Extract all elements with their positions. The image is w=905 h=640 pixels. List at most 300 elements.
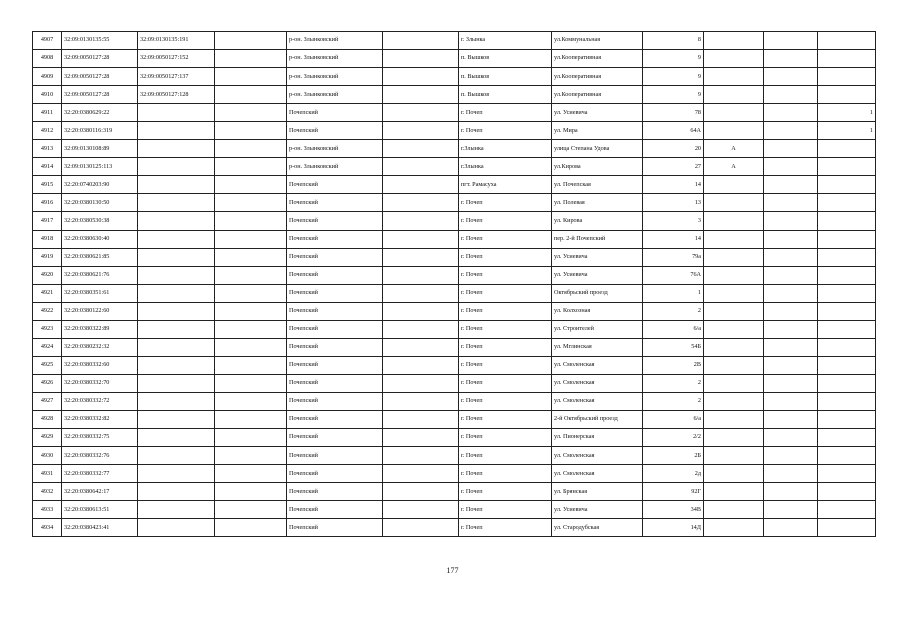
blank-cell: [764, 212, 818, 230]
flag-cell: [818, 248, 876, 266]
table-row: [33, 194, 876, 212]
previous-cadastral-number-cell: [138, 519, 215, 537]
blank-cell: [764, 248, 818, 266]
blank-cell: [383, 230, 459, 248]
blank-cell: [383, 374, 459, 392]
blank-cell: [764, 176, 818, 194]
cadastral-number-cell: 32:20:0380423:41: [62, 519, 138, 537]
blank-cell: [383, 447, 459, 465]
district-cell: Почепский: [287, 176, 383, 194]
previous-cadastral-number-cell: [138, 410, 215, 428]
building-letter-cell: [704, 104, 764, 122]
street-cell: ул. Кирова: [552, 212, 643, 230]
cadastral-number-cell: 32:20:0380629:22: [62, 104, 138, 122]
settlement-cell: г. Почеп: [459, 266, 552, 284]
table-row: [33, 230, 876, 248]
row-number-cell: 4930: [33, 447, 62, 465]
settlement-cell: г. Почеп: [459, 374, 552, 392]
table-row: [33, 447, 876, 465]
blank-cell: [383, 32, 459, 50]
blank-cell: [764, 50, 818, 68]
row-number-cell: 4923: [33, 320, 62, 338]
district-cell: Почепский: [287, 392, 383, 410]
house-number-cell: 1: [643, 284, 704, 302]
table-row: [33, 104, 876, 122]
previous-cadastral-number-cell: [138, 501, 215, 519]
blank-cell: [764, 392, 818, 410]
blank-cell: [215, 519, 287, 537]
building-letter-cell: [704, 122, 764, 140]
blank-cell: [764, 320, 818, 338]
previous-cadastral-number-cell: [138, 248, 215, 266]
blank-cell: [764, 158, 818, 176]
cadastral-number-cell: 32:20:0380332:60: [62, 356, 138, 374]
settlement-cell: п. Вышков: [459, 68, 552, 86]
previous-cadastral-number-cell: [138, 212, 215, 230]
building-letter-cell: [704, 50, 764, 68]
table-row: [33, 266, 876, 284]
table-row: [33, 68, 876, 86]
building-letter-cell: [704, 465, 764, 483]
street-cell: ул. Смоленская: [552, 465, 643, 483]
table-row: [33, 50, 876, 68]
blank-cell: [215, 483, 287, 501]
blank-cell: [215, 392, 287, 410]
flag-cell: [818, 356, 876, 374]
house-number-cell: 13: [643, 194, 704, 212]
settlement-cell: г. Почеп: [459, 212, 552, 230]
previous-cadastral-number-cell: [138, 284, 215, 302]
row-number-cell: 4907: [33, 32, 62, 50]
cadastral-number-cell: 32:20:0380130:50: [62, 194, 138, 212]
street-cell: ул. Почепская: [552, 176, 643, 194]
row-number-cell: 4931: [33, 465, 62, 483]
district-cell: Почепский: [287, 519, 383, 537]
blank-cell: [383, 519, 459, 537]
settlement-cell: г. Почеп: [459, 284, 552, 302]
previous-cadastral-number-cell: [138, 194, 215, 212]
row-number-cell: 4918: [33, 230, 62, 248]
previous-cadastral-number-cell: [138, 447, 215, 465]
settlement-cell: г. Почеп: [459, 392, 552, 410]
blank-cell: [764, 266, 818, 284]
blank-cell: [383, 248, 459, 266]
street-cell: ул. Усиевича: [552, 248, 643, 266]
street-cell: ул. Стародубская: [552, 519, 643, 537]
blank-cell: [764, 122, 818, 140]
flag-cell: [818, 410, 876, 428]
blank-cell: [383, 429, 459, 447]
blank-cell: [764, 410, 818, 428]
house-number-cell: 34В: [643, 501, 704, 519]
blank-cell: [383, 356, 459, 374]
district-cell: Почепский: [287, 230, 383, 248]
row-number-cell: 4934: [33, 519, 62, 537]
street-cell: ул. Мглинская: [552, 338, 643, 356]
street-cell: ул. Брянская: [552, 483, 643, 501]
flag-cell: [818, 68, 876, 86]
row-number-cell: 4924: [33, 338, 62, 356]
building-letter-cell: [704, 374, 764, 392]
previous-cadastral-number-cell: 32:09:0130135:191: [138, 32, 215, 50]
house-number-cell: 9: [643, 68, 704, 86]
district-cell: Почепский: [287, 248, 383, 266]
district-cell: Почепский: [287, 284, 383, 302]
previous-cadastral-number-cell: [138, 320, 215, 338]
building-letter-cell: [704, 302, 764, 320]
blank-cell: [215, 266, 287, 284]
table-row: [33, 501, 876, 519]
flag-cell: [818, 266, 876, 284]
blank-cell: [764, 483, 818, 501]
previous-cadastral-number-cell: [138, 374, 215, 392]
row-number-cell: 4929: [33, 429, 62, 447]
settlement-cell: г. Почеп: [459, 501, 552, 519]
house-number-cell: 27: [643, 158, 704, 176]
previous-cadastral-number-cell: 32:09:0050127:128: [138, 86, 215, 104]
building-letter-cell: [704, 230, 764, 248]
row-number-cell: 4927: [33, 392, 62, 410]
house-number-cell: 14Д: [643, 519, 704, 537]
settlement-cell: г. Почеп: [459, 320, 552, 338]
blank-cell: [383, 302, 459, 320]
blank-cell: [764, 338, 818, 356]
cadastral-number-cell: 32:20:0380116:319: [62, 122, 138, 140]
street-cell: ул. Строителей: [552, 320, 643, 338]
table-row: [33, 374, 876, 392]
building-letter-cell: [704, 519, 764, 537]
row-number-cell: 4919: [33, 248, 62, 266]
house-number-cell: 2д: [643, 465, 704, 483]
blank-cell: [383, 86, 459, 104]
flag-cell: [818, 501, 876, 519]
blank-cell: [383, 50, 459, 68]
blank-cell: [383, 320, 459, 338]
district-cell: Почепский: [287, 374, 383, 392]
row-number-cell: 4908: [33, 50, 62, 68]
cadastral-number-cell: 32:20:0380332:70: [62, 374, 138, 392]
blank-cell: [383, 122, 459, 140]
blank-cell: [383, 465, 459, 483]
previous-cadastral-number-cell: [138, 104, 215, 122]
house-number-cell: 54Б: [643, 338, 704, 356]
building-letter-cell: [704, 410, 764, 428]
settlement-cell: г. Почеп: [459, 519, 552, 537]
previous-cadastral-number-cell: [138, 392, 215, 410]
flag-cell: [818, 483, 876, 501]
registry-table: [32, 31, 876, 537]
cadastral-number-cell: 32:20:0380332:72: [62, 392, 138, 410]
building-letter-cell: [704, 284, 764, 302]
settlement-cell: г. Почеп: [459, 356, 552, 374]
table-row: [33, 212, 876, 230]
previous-cadastral-number-cell: [138, 176, 215, 194]
cadastral-number-cell: 32:20:0380332:77: [62, 465, 138, 483]
street-cell: Октябрьский проезд: [552, 284, 643, 302]
cadastral-number-cell: 32:09:0050127:28: [62, 86, 138, 104]
building-letter-cell: [704, 429, 764, 447]
cadastral-number-cell: 32:20:0380122:60: [62, 302, 138, 320]
blank-cell: [383, 392, 459, 410]
house-number-cell: 78: [643, 104, 704, 122]
cadastral-number-cell: 32:20:0740203:90: [62, 176, 138, 194]
flag-cell: [818, 320, 876, 338]
previous-cadastral-number-cell: [138, 140, 215, 158]
settlement-cell: г. Почеп: [459, 230, 552, 248]
district-cell: Почепский: [287, 429, 383, 447]
street-cell: ул. Смоленская: [552, 392, 643, 410]
blank-cell: [215, 429, 287, 447]
street-cell: ул. Мира: [552, 122, 643, 140]
blank-cell: [383, 158, 459, 176]
row-number-cell: 4910: [33, 86, 62, 104]
district-cell: Почепский: [287, 266, 383, 284]
street-cell: ул. Колхозная: [552, 302, 643, 320]
cadastral-number-cell: 32:20:0380322:89: [62, 320, 138, 338]
flag-cell: [818, 230, 876, 248]
district-cell: Почепский: [287, 338, 383, 356]
previous-cadastral-number-cell: [138, 429, 215, 447]
blank-cell: [764, 501, 818, 519]
table-row: [33, 519, 876, 537]
previous-cadastral-number-cell: [138, 356, 215, 374]
blank-cell: [215, 374, 287, 392]
flag-cell: [818, 86, 876, 104]
row-number-cell: 4916: [33, 194, 62, 212]
house-number-cell: 64А: [643, 122, 704, 140]
table-row: [33, 302, 876, 320]
street-cell: ул.Кооперативная: [552, 86, 643, 104]
blank-cell: [215, 230, 287, 248]
cadastral-number-cell: 32:09:0130125:113: [62, 158, 138, 176]
table-row: [33, 356, 876, 374]
blank-cell: [215, 122, 287, 140]
previous-cadastral-number-cell: [138, 465, 215, 483]
previous-cadastral-number-cell: [138, 158, 215, 176]
previous-cadastral-number-cell: [138, 483, 215, 501]
blank-cell: [215, 86, 287, 104]
street-cell: ул.Кооперативная: [552, 68, 643, 86]
cadastral-number-cell: 32:20:0380621:85: [62, 248, 138, 266]
district-cell: Почепский: [287, 483, 383, 501]
blank-cell: [764, 68, 818, 86]
table-row: [33, 429, 876, 447]
house-number-cell: 6/а: [643, 410, 704, 428]
blank-cell: [383, 212, 459, 230]
blank-cell: [215, 410, 287, 428]
street-cell: ул. Усиевича: [552, 104, 643, 122]
cadastral-number-cell: 32:20:0380351:61: [62, 284, 138, 302]
district-cell: Почепский: [287, 447, 383, 465]
settlement-cell: п. Вышков: [459, 50, 552, 68]
flag-cell: [818, 212, 876, 230]
blank-cell: [764, 447, 818, 465]
blank-cell: [383, 410, 459, 428]
street-cell: 2-й Октябрьский проезд: [552, 410, 643, 428]
settlement-cell: г. Почеп: [459, 447, 552, 465]
street-cell: ул. Усиевича: [552, 266, 643, 284]
district-cell: р-он. Злынковский: [287, 140, 383, 158]
district-cell: Почепский: [287, 320, 383, 338]
flag-cell: [818, 338, 876, 356]
settlement-cell: г. Почеп: [459, 483, 552, 501]
house-number-cell: 76А: [643, 266, 704, 284]
house-number-cell: 2: [643, 302, 704, 320]
building-letter-cell: [704, 212, 764, 230]
row-number-cell: 4909: [33, 68, 62, 86]
cadastral-number-cell: 32:20:0380332:82: [62, 410, 138, 428]
blank-cell: [215, 158, 287, 176]
street-cell: ул. Смоленская: [552, 356, 643, 374]
table-row: [33, 410, 876, 428]
previous-cadastral-number-cell: [138, 338, 215, 356]
table-row: [33, 338, 876, 356]
district-cell: Почепский: [287, 194, 383, 212]
blank-cell: [215, 104, 287, 122]
blank-cell: [383, 266, 459, 284]
table-body: [33, 32, 876, 537]
table-row: [33, 158, 876, 176]
settlement-cell: г.Злынка: [459, 158, 552, 176]
flag-cell: [818, 176, 876, 194]
blank-cell: [215, 68, 287, 86]
previous-cadastral-number-cell: 32:09:0050127:137: [138, 68, 215, 86]
blank-cell: [383, 501, 459, 519]
blank-cell: [764, 194, 818, 212]
table-row: [33, 32, 876, 50]
cadastral-number-cell: 32:20:0380630:40: [62, 230, 138, 248]
blank-cell: [215, 302, 287, 320]
building-letter-cell: [704, 356, 764, 374]
building-letter-cell: [704, 176, 764, 194]
flag-cell: [818, 32, 876, 50]
district-cell: Почепский: [287, 104, 383, 122]
building-letter-cell: [704, 483, 764, 501]
row-number-cell: 4921: [33, 284, 62, 302]
street-cell: ул.Кирова: [552, 158, 643, 176]
previous-cadastral-number-cell: 32:09:0050127:152: [138, 50, 215, 68]
previous-cadastral-number-cell: [138, 230, 215, 248]
house-number-cell: 14: [643, 230, 704, 248]
flag-cell: 1: [818, 104, 876, 122]
settlement-cell: г.Злынка: [459, 140, 552, 158]
row-number-cell: 4922: [33, 302, 62, 320]
blank-cell: [215, 194, 287, 212]
blank-cell: [383, 194, 459, 212]
building-letter-cell: [704, 68, 764, 86]
district-cell: р-он. Злынковский: [287, 50, 383, 68]
house-number-cell: 9: [643, 50, 704, 68]
building-letter-cell: [704, 32, 764, 50]
settlement-cell: г. Почеп: [459, 302, 552, 320]
building-letter-cell: [704, 266, 764, 284]
table-row: [33, 248, 876, 266]
previous-cadastral-number-cell: [138, 122, 215, 140]
street-cell: ул. Смоленская: [552, 374, 643, 392]
blank-cell: [764, 302, 818, 320]
blank-cell: [215, 465, 287, 483]
house-number-cell: 8: [643, 32, 704, 50]
house-number-cell: 79а: [643, 248, 704, 266]
cadastral-number-cell: 32:09:0050127:28: [62, 50, 138, 68]
blank-cell: [215, 212, 287, 230]
table-row: [33, 284, 876, 302]
building-letter-cell: [704, 338, 764, 356]
blank-cell: [215, 447, 287, 465]
flag-cell: [818, 50, 876, 68]
blank-cell: [764, 32, 818, 50]
blank-cell: [764, 284, 818, 302]
blank-cell: [764, 519, 818, 537]
house-number-cell: 20: [643, 140, 704, 158]
blank-cell: [764, 356, 818, 374]
flag-cell: [818, 140, 876, 158]
row-number-cell: 4932: [33, 483, 62, 501]
row-number-cell: 4920: [33, 266, 62, 284]
blank-cell: [383, 284, 459, 302]
building-letter-cell: [704, 248, 764, 266]
row-number-cell: 4912: [33, 122, 62, 140]
blank-cell: [215, 320, 287, 338]
street-cell: улица Степана Удова: [552, 140, 643, 158]
row-number-cell: 4925: [33, 356, 62, 374]
settlement-cell: г. Почеп: [459, 429, 552, 447]
row-number-cell: 4915: [33, 176, 62, 194]
blank-cell: [764, 429, 818, 447]
settlement-cell: г. Почеп: [459, 338, 552, 356]
cadastral-number-cell: 32:20:0380232:32: [62, 338, 138, 356]
table-row: [33, 483, 876, 501]
table-row: [33, 86, 876, 104]
blank-cell: [764, 86, 818, 104]
building-letter-cell: [704, 86, 764, 104]
flag-cell: [818, 447, 876, 465]
street-cell: пер. 2-й Почепский: [552, 230, 643, 248]
house-number-cell: 14: [643, 176, 704, 194]
settlement-cell: г. Почеп: [459, 410, 552, 428]
blank-cell: [764, 104, 818, 122]
flag-cell: [818, 392, 876, 410]
district-cell: р-он. Злынковский: [287, 32, 383, 50]
building-letter-cell: [704, 194, 764, 212]
page-number: 177: [446, 566, 459, 575]
flag-cell: [818, 429, 876, 447]
house-number-cell: 9: [643, 86, 704, 104]
blank-cell: [383, 176, 459, 194]
blank-cell: [215, 338, 287, 356]
settlement-cell: г. Почеп: [459, 465, 552, 483]
street-cell: ул. Пионерская: [552, 429, 643, 447]
district-cell: Почепский: [287, 122, 383, 140]
cadastral-number-cell: 32:09:0050127:28: [62, 68, 138, 86]
building-letter-cell: [704, 392, 764, 410]
table-row: [33, 122, 876, 140]
settlement-cell: пгт. Рамасуха: [459, 176, 552, 194]
street-cell: ул. Усиевича: [552, 501, 643, 519]
building-letter-cell: [704, 501, 764, 519]
blank-cell: [383, 68, 459, 86]
district-cell: Почепский: [287, 501, 383, 519]
blank-cell: [383, 338, 459, 356]
previous-cadastral-number-cell: [138, 302, 215, 320]
flag-cell: 1: [818, 122, 876, 140]
house-number-cell: 2Б: [643, 447, 704, 465]
street-cell: ул.Кооперативная: [552, 50, 643, 68]
blank-cell: [215, 140, 287, 158]
settlement-cell: г. Злынка: [459, 32, 552, 50]
district-cell: Почепский: [287, 356, 383, 374]
house-number-cell: 92Г: [643, 483, 704, 501]
